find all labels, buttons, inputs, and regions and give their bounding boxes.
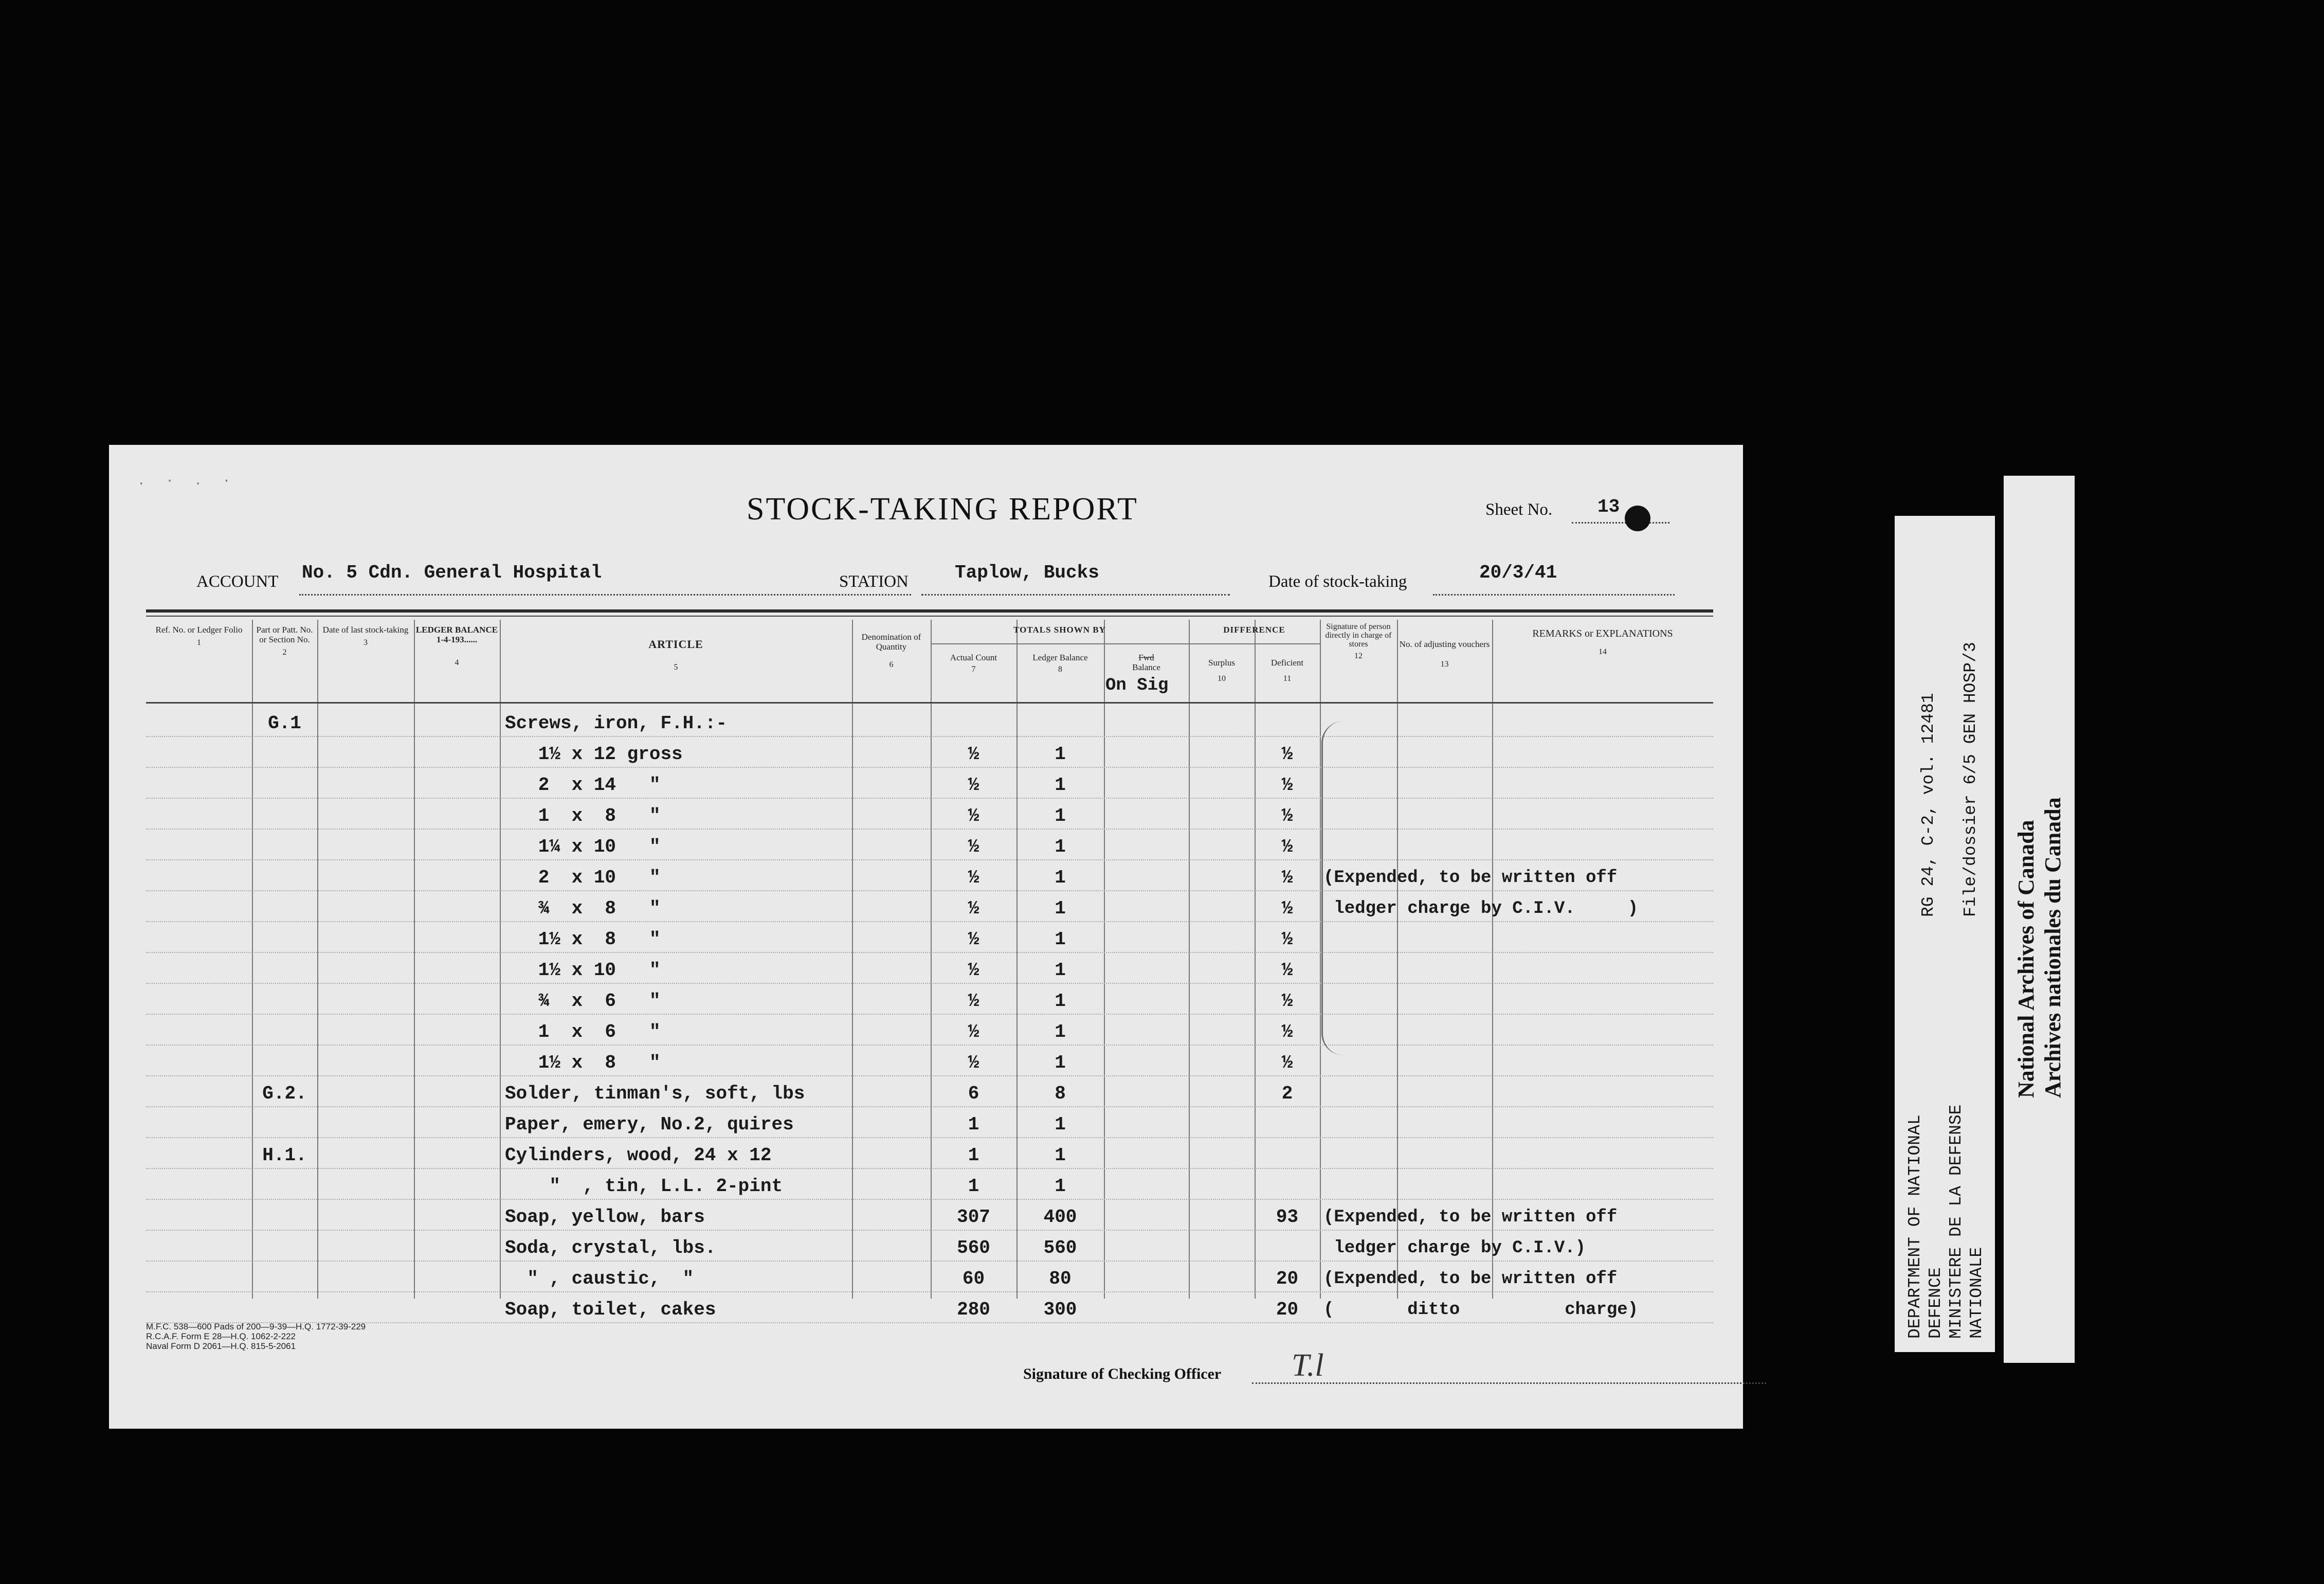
row-deficient: ½ — [1281, 991, 1293, 1012]
row-article: Paper, emery, No.2, quires — [505, 1114, 794, 1135]
row-rule — [146, 859, 1713, 860]
row-section: H.1. — [262, 1145, 307, 1166]
row-ledger: 1 — [1055, 991, 1066, 1012]
row-article: 1 x 8 " — [505, 805, 661, 826]
row-deficient: ½ — [1281, 805, 1293, 826]
row-article: 1¼ x 10 " — [505, 836, 661, 857]
row-deficient: 93 — [1276, 1207, 1299, 1228]
row-rule — [146, 829, 1713, 830]
row-actual: 1 — [968, 1145, 979, 1166]
row-ledger: 1 — [1055, 775, 1066, 796]
column-divider — [1492, 620, 1493, 1299]
station-label: STATION — [839, 572, 909, 591]
column-divider — [500, 620, 501, 1299]
row-actual: ½ — [968, 744, 979, 765]
header-rule-top — [146, 609, 1713, 613]
row-actual: 307 — [957, 1207, 990, 1228]
date-value: 20/3/41 — [1479, 562, 1557, 583]
row-article: 1½ x 12 gross — [505, 744, 683, 765]
row-deficient: ½ — [1281, 836, 1293, 857]
row-article: 2 x 10 " — [505, 867, 661, 888]
row-actual: ½ — [968, 991, 979, 1012]
row-actual: 1 — [968, 1114, 979, 1135]
row-article: Cylinders, wood, 24 x 12 — [505, 1145, 772, 1166]
row-deficient: 2 — [1281, 1083, 1293, 1104]
row-deficient: ½ — [1281, 744, 1293, 765]
row-article: ¾ x 6 " — [505, 991, 661, 1012]
col-8-header: Ledger Balance 8 — [1032, 653, 1088, 674]
punch-hole-icon — [1625, 506, 1650, 531]
header-rule-top-thin — [146, 616, 1713, 617]
row-rule — [146, 1168, 1713, 1169]
row-ledger: 1 — [1055, 1145, 1066, 1166]
row-article: Soap, toilet, cakes — [505, 1299, 716, 1320]
row-rule — [146, 736, 1713, 737]
speckle-marks: . · . · — [137, 473, 237, 489]
row-article: Soda, crystal, lbs. — [505, 1237, 716, 1258]
national-archives-strip — [2004, 476, 2075, 1363]
row-ledger: 1 — [1055, 929, 1066, 950]
row-section: G.1 — [268, 713, 301, 734]
col-10-header: Surplus 10 — [1208, 658, 1235, 683]
totals-group-rule — [931, 643, 1189, 644]
row-actual: 1 — [968, 1176, 979, 1197]
row-actual: ½ — [968, 898, 979, 919]
row-actual: ½ — [968, 960, 979, 981]
row-actual: ½ — [968, 1052, 979, 1073]
archive-reference-text: RG 24, C-2, vol. 12481 File/dossier 6/5 GEN HOSP/3 — [1919, 642, 1980, 917]
column-divider — [317, 620, 318, 1299]
row-article: " , caustic, " — [505, 1268, 694, 1289]
archive-reference-strip — [1895, 516, 1995, 1352]
station-value: Taplow, Bucks — [955, 562, 1099, 583]
col-1-header: Ref. No. or Ledger Folio 1 — [155, 625, 243, 647]
row-rule — [146, 921, 1713, 922]
row-ledger: 1 — [1055, 898, 1066, 919]
row-rule — [146, 798, 1713, 799]
row-remarks: (Expended, to be written off — [1323, 868, 1618, 888]
col-3-header: Date of last stock-taking 3 — [322, 625, 409, 647]
row-ledger: 8 — [1055, 1083, 1066, 1104]
row-actual: ½ — [968, 836, 979, 857]
row-deficient: ½ — [1281, 929, 1293, 950]
row-rule — [146, 1230, 1713, 1231]
row-ledger: 1 — [1055, 836, 1066, 857]
stock-taking-form — [109, 445, 1743, 1429]
col-5-header: ARTICLE 5 — [648, 638, 703, 672]
row-rule — [146, 890, 1713, 891]
row-actual: 60 — [962, 1268, 985, 1289]
row-rule — [146, 983, 1713, 984]
row-remarks: (Expended, to be written off — [1323, 1269, 1618, 1289]
row-article: Soap, yellow, bars — [505, 1207, 705, 1228]
row-ledger: 1 — [1055, 960, 1066, 981]
row-rule — [146, 952, 1713, 953]
row-ledger: 1 — [1055, 867, 1066, 888]
row-actual: ½ — [968, 775, 979, 796]
row-article: Solder, tinman's, soft, lbs — [505, 1083, 805, 1104]
checking-officer-signature: T.l — [1292, 1348, 1324, 1383]
row-article: 1 x 6 " — [505, 1021, 661, 1042]
row-rule — [146, 1137, 1713, 1138]
row-rule — [146, 767, 1713, 768]
column-divider — [1255, 620, 1256, 1299]
row-ledger: 1 — [1055, 1052, 1066, 1073]
row-deficient: 20 — [1276, 1299, 1299, 1320]
row-remarks: ledger charge by C.I.V. ) — [1323, 899, 1639, 919]
row-actual: ½ — [968, 805, 979, 826]
totals-group-header: TOTALS SHOWN BY — [1013, 625, 1106, 635]
national-archives-text: National Archives of Canada Archives nationales du Canada — [2013, 797, 2065, 1098]
row-section: G.2. — [262, 1083, 307, 1104]
sheet-underline — [1572, 522, 1669, 524]
row-ledger: 400 — [1043, 1207, 1077, 1228]
date-underline — [1433, 594, 1675, 596]
row-article: 1½ x 8 " — [505, 929, 661, 950]
row-deficient: ½ — [1281, 960, 1293, 981]
station-underline — [921, 594, 1230, 596]
row-ledger: 300 — [1043, 1299, 1077, 1320]
column-divider — [1016, 620, 1018, 1299]
account-underline — [299, 594, 911, 596]
column-divider — [414, 620, 415, 1299]
row-deficient: ½ — [1281, 1052, 1293, 1073]
col-7-header: Actual Count 7 — [950, 653, 997, 674]
row-rule — [146, 1261, 1713, 1262]
row-deficient: ½ — [1281, 1021, 1293, 1042]
column-divider — [931, 620, 932, 1299]
row-deficient: ½ — [1281, 898, 1293, 919]
row-ledger: 1 — [1055, 1021, 1066, 1042]
row-actual: ½ — [968, 1021, 979, 1042]
column-divider — [1397, 620, 1398, 1299]
row-rule — [146, 1106, 1713, 1107]
row-article: 2 x 14 " — [505, 775, 661, 796]
row-remarks: (Expended, to be written off — [1323, 1208, 1618, 1227]
row-rule — [146, 1014, 1713, 1015]
row-rule — [146, 1322, 1713, 1323]
row-rule — [146, 1291, 1713, 1292]
row-actual: 6 — [968, 1083, 979, 1104]
row-article: ¾ x 8 " — [505, 898, 661, 919]
row-ledger: 560 — [1043, 1237, 1077, 1258]
col-14-header: REMARKS or EXPLANATIONS 14 — [1532, 628, 1673, 656]
col-4-header: LEDGER BALANCE 1-4-193...... 4 — [415, 625, 498, 667]
row-article: Screws, iron, F.H.:- — [505, 713, 728, 734]
date-label: Date of stock-taking — [1268, 572, 1407, 591]
row-deficient: ½ — [1281, 867, 1293, 888]
form-footnote: M.F.C. 538—600 Pads of 200—9-39—H.Q. 1772-39-229 R.C.A.F. Form E 28—H.Q. 1062-2-222 Naval Form D 2061—H.Q. 815-5-2061 — [146, 1322, 366, 1351]
row-article: 1½ x 8 " — [505, 1052, 661, 1073]
row-ledger: 1 — [1055, 805, 1066, 826]
row-rule — [146, 1199, 1713, 1200]
col-12-header: Signature of person directly in charge of stores 12 — [1325, 622, 1392, 660]
column-divider — [852, 620, 853, 1299]
col-9-typed-label: On Sig — [1105, 676, 1169, 695]
row-remarks: ( ditto charge) — [1323, 1300, 1639, 1320]
row-ledger: 1 — [1055, 1114, 1066, 1135]
remarks-bracket — [1321, 721, 1343, 1055]
department-text: DEPARTMENT OF NATIONAL DEFENCE MINISTERE DE LA DEFENSE NATIONALE — [1905, 1104, 1986, 1339]
sheet-label: Sheet No. — [1485, 500, 1553, 519]
row-article: 1½ x 10 " — [505, 960, 661, 981]
row-ledger: 1 — [1055, 1176, 1066, 1197]
row-remarks: ledger charge by C.I.V.) — [1323, 1238, 1586, 1258]
account-label: ACCOUNT — [196, 572, 279, 591]
row-actual: ½ — [968, 867, 979, 888]
column-divider — [1320, 620, 1321, 1299]
sheet-number: 13 — [1597, 496, 1620, 517]
row-ledger: 1 — [1055, 744, 1066, 765]
col-6-header: Denomination of Quantity 6 — [861, 632, 921, 669]
col-2-header: Part or Patt. No. or Section No. 2 — [256, 625, 313, 657]
col-11-header: Deficient 11 — [1270, 658, 1304, 683]
difference-group-rule — [1189, 643, 1320, 644]
signature-underline — [1252, 1382, 1766, 1384]
form-title: STOCK-TAKING REPORT — [747, 492, 1138, 527]
row-deficient: ½ — [1281, 775, 1293, 796]
row-actual: ½ — [968, 929, 979, 950]
header-rule-bottom — [146, 702, 1713, 704]
row-actual: 560 — [957, 1237, 990, 1258]
col-13-header: No. of adjusting vouchers 13 — [1399, 639, 1490, 669]
row-deficient: 20 — [1276, 1268, 1299, 1289]
column-divider — [1104, 620, 1105, 1299]
row-actual: 280 — [957, 1299, 990, 1320]
row-rule — [146, 1045, 1713, 1046]
row-article: " , tin, L.L. 2-pint — [505, 1176, 783, 1197]
difference-group-header: DIFFERENCE — [1223, 625, 1285, 635]
account-value: No. 5 Cdn. General Hospital — [302, 562, 602, 583]
row-rule — [146, 1075, 1713, 1076]
signature-label: Signature of Checking Officer — [1023, 1365, 1222, 1382]
row-ledger: 80 — [1049, 1268, 1072, 1289]
column-divider — [1189, 620, 1190, 1299]
col-9-header: Fwd Balance — [1132, 653, 1160, 672]
